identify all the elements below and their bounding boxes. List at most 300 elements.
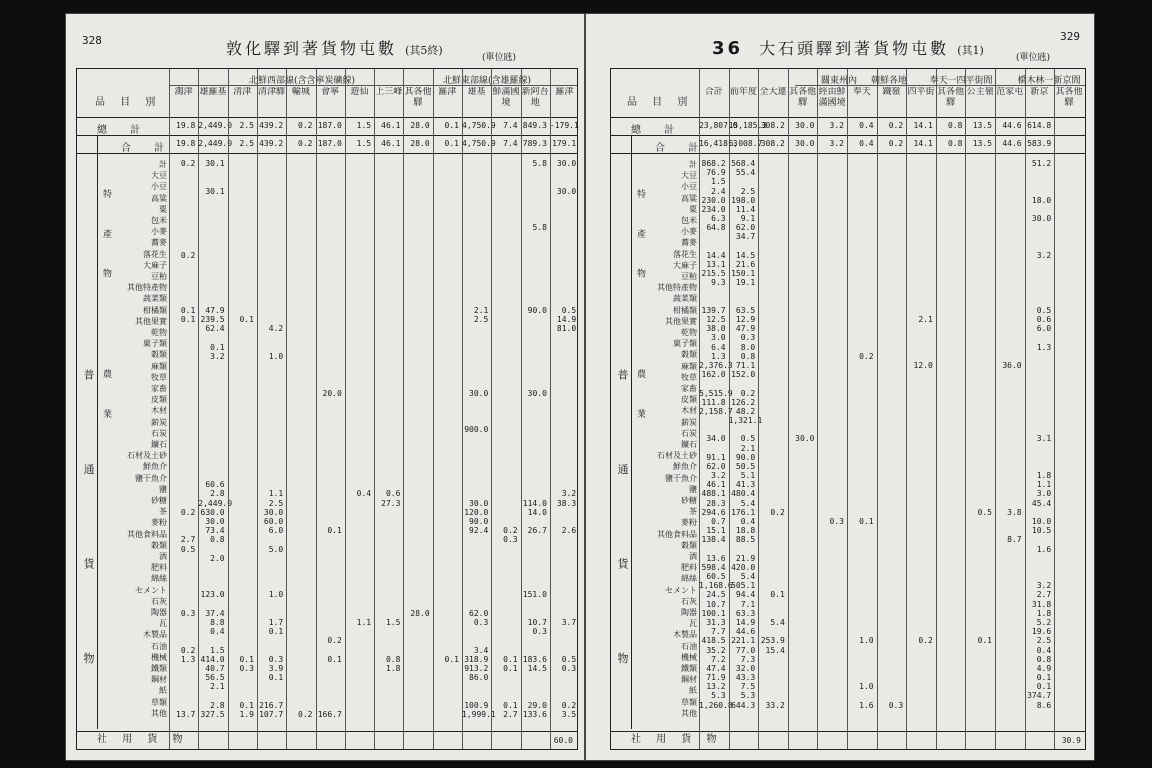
- table-cell: 1.0: [268, 590, 284, 600]
- table-cell: 21.6: [735, 259, 756, 269]
- table-cell: 60.0: [263, 517, 284, 527]
- table-cell: 27.3: [381, 498, 401, 508]
- table-cell: 900.0: [464, 425, 489, 435]
- table-cell: 31.8: [1031, 599, 1052, 609]
- table-cell: 0.1: [180, 305, 196, 315]
- table-cell: 71.1: [735, 360, 756, 370]
- table-cell: 40.7: [205, 663, 225, 673]
- table-cell: 15.1: [706, 526, 726, 536]
- item-label: 茶: [159, 507, 167, 517]
- grand-total-cell: 614.8: [1027, 121, 1052, 130]
- table-cell: 30.0: [556, 159, 577, 168]
- table-cell: 1.5: [385, 618, 401, 628]
- column-header: 羅津: [555, 87, 574, 97]
- table-cell: 0.1: [327, 526, 342, 536]
- table-cell: 0.5: [977, 507, 992, 517]
- table-cell: 81.0: [556, 324, 577, 334]
- column-header: 鮮滿國境: [492, 87, 520, 108]
- item-label: 其他果實: [135, 316, 167, 326]
- table-cell: 2.0: [210, 553, 225, 563]
- item-label: 小麥: [151, 227, 167, 237]
- table-cell: 24.5: [706, 590, 726, 600]
- table-cell: 0.3: [473, 618, 489, 628]
- item-label: 綿絲: [681, 574, 697, 584]
- table-cell: 0.6: [1036, 315, 1052, 325]
- table-cell: 14.9: [556, 315, 577, 325]
- table-cell: 3.5: [561, 709, 577, 719]
- table-cell: 4.2: [268, 324, 284, 334]
- item-label: 石炭: [151, 428, 167, 438]
- table-cell: 0.6: [385, 489, 401, 499]
- item-label: 肥料: [151, 563, 167, 573]
- table-cell: 43.3: [735, 673, 756, 683]
- item-label: 鹽干魚介: [135, 473, 167, 483]
- grand-total-cell: 0.1: [444, 121, 459, 130]
- table-cell: 0.7: [711, 517, 726, 527]
- table-cell: 114.0: [522, 498, 547, 508]
- table-cell: 5.8: [532, 159, 547, 168]
- right-page: [586, 14, 1094, 760]
- item-label: 穀類: [681, 350, 697, 360]
- table-cell: 56.5: [205, 673, 225, 683]
- table-cell: 31.3: [706, 618, 726, 628]
- table-cell: 0.1: [503, 654, 518, 664]
- table-cell: 1.0: [859, 636, 874, 646]
- item-label: 砂糖: [681, 496, 697, 505]
- subtotal-label: 合 計: [655, 143, 709, 154]
- table-cell: 2,449.0: [198, 498, 233, 508]
- table-cell: 239.5: [200, 315, 225, 325]
- item-label: 機械: [681, 652, 697, 662]
- grand-total-cell: 2,449.0: [198, 121, 233, 130]
- table-cell: 14.4: [706, 250, 726, 260]
- table-cell: 38.3: [556, 498, 577, 508]
- grand-total-cell: -179.1: [549, 121, 579, 130]
- table-cell: 10.7: [527, 618, 547, 628]
- subsection-agriculture: 農 業: [635, 369, 645, 432]
- table-cell: 0.2: [918, 636, 933, 646]
- table-cell: 3.2: [1036, 250, 1052, 260]
- item-label: 蕎麥: [151, 238, 167, 248]
- item-label: 麻類: [151, 361, 167, 371]
- item-label: 家畜: [681, 384, 697, 393]
- subtotal-cell: 13.5: [972, 139, 992, 148]
- table-cell: 62.0: [706, 461, 726, 471]
- table-cell: 0.1: [239, 654, 254, 664]
- subtotal-cell: 187.0: [317, 139, 342, 148]
- table-cell: 0.1: [1036, 673, 1052, 683]
- item-label: 瓦: [159, 619, 167, 629]
- item-label: 草類: [681, 697, 697, 707]
- grand-total-label: 總 計: [97, 125, 151, 136]
- table-cell: 162.0: [701, 370, 726, 380]
- item-label: 柑橘類: [143, 305, 167, 315]
- table-cell: 30.0: [205, 517, 225, 527]
- table-cell: 92.4: [469, 526, 489, 536]
- table-cell: 166.7: [317, 709, 342, 719]
- item-label: 鮮魚介: [143, 462, 167, 472]
- item-label: 牧草: [151, 372, 167, 382]
- item-label: 大豆: [681, 171, 697, 181]
- footer-value: 30.9: [1061, 736, 1081, 745]
- table-cell: 2.5: [268, 498, 284, 508]
- table-cell: 1.0: [859, 682, 874, 692]
- table-cell: 76.9: [706, 168, 726, 178]
- table-cell: 318.9: [464, 654, 489, 664]
- table-cell: 41.3: [735, 480, 756, 490]
- table-cell: 0.2: [180, 645, 196, 655]
- table-cell: 0.2: [740, 388, 756, 398]
- item-label: 高粱: [681, 193, 697, 203]
- table-cell: 90.0: [735, 452, 756, 462]
- table-cell: 5.3: [740, 691, 756, 701]
- item-label: セメント: [135, 585, 167, 595]
- page-number: 329: [1060, 30, 1080, 43]
- table-cell: 488.1: [701, 489, 726, 499]
- table-cell: 20.0: [322, 388, 342, 398]
- table-cell: 0.2: [859, 351, 874, 361]
- table-cell: 0.5: [180, 544, 196, 554]
- table-cell: 198.0: [731, 195, 756, 205]
- table-cell: 3.0: [1036, 489, 1052, 499]
- item-label: 皮類: [681, 395, 697, 405]
- item-label: 小麥: [681, 227, 697, 237]
- item-label: 麥粉: [151, 518, 167, 528]
- table-cell: 0.3: [180, 608, 196, 618]
- table-cell: 7.7: [711, 627, 726, 637]
- table-cell: 91.1: [706, 452, 726, 462]
- item-label: 柑橘類: [673, 305, 697, 315]
- table-cell: 12.0: [913, 360, 933, 370]
- table-cell: 0.2: [180, 250, 196, 260]
- table-cell: 2.1: [740, 443, 756, 453]
- column-header: 其各他驛: [937, 87, 965, 108]
- table-cell: 5.3: [711, 691, 726, 701]
- grand-total-cell: 3.2: [829, 121, 844, 130]
- item-label: 石炭: [681, 428, 697, 438]
- item-label: 菓子類: [143, 339, 167, 349]
- table-cell: 418.5: [701, 636, 726, 646]
- subtotal-cell: 0.2: [888, 139, 904, 148]
- column-header: 經由鮮滿國境: [818, 87, 846, 108]
- item-label: 小豆: [681, 182, 697, 192]
- table-cell: 60.5: [706, 572, 726, 582]
- table-cell: 327.5: [200, 709, 225, 719]
- subtotal-cell: 1.5: [356, 139, 372, 148]
- item-label: 陶器: [151, 608, 167, 617]
- table-cell: 7.1: [740, 599, 756, 609]
- column-header: 范家屯: [996, 87, 1024, 97]
- table-cell: 0.4: [356, 489, 372, 499]
- item-label: 乾物: [681, 328, 697, 337]
- group-header-mukden: 奉天一四平街間: [929, 76, 993, 86]
- table-cell: 0.8: [1036, 654, 1052, 664]
- item-label: 鋼材: [151, 675, 167, 685]
- table-cell: 0.5: [1036, 305, 1052, 315]
- table-cell: 215.5: [701, 269, 726, 279]
- column-header: 遊仙: [350, 87, 369, 97]
- table-cell: 8.8: [210, 618, 225, 628]
- table-cell: 2.7: [180, 535, 196, 545]
- page-title: [712, 36, 984, 59]
- table-cell: 14.5: [527, 663, 547, 673]
- table-cell: 18.8: [735, 526, 756, 536]
- unit-label: (單位瓲): [482, 53, 517, 63]
- grand-total-label: 總 計: [631, 125, 685, 136]
- table-cell: 414.0: [200, 654, 225, 664]
- table-cell: 62.4: [205, 324, 225, 334]
- column-header: 會寧: [321, 87, 340, 97]
- table-cell: 6.3: [711, 214, 726, 224]
- section-label: 普 通 貨 物: [82, 369, 95, 704]
- table-cell: 1.8: [1036, 608, 1052, 618]
- table-cell: 0.2: [180, 507, 196, 517]
- table-cell: 21.9: [735, 553, 756, 563]
- column-header: 雄羅基: [199, 87, 227, 97]
- item-label: 蔬菜類: [143, 294, 167, 304]
- table-cell: 13.7: [176, 709, 196, 719]
- table-cell: 1.3: [711, 351, 726, 361]
- table-cell: 2.5: [473, 315, 489, 325]
- title-text: 敦化驛到著貨物屯數: [226, 39, 398, 58]
- grand-total-cell: 23,807.0: [699, 121, 738, 130]
- item-label: 陶器: [681, 608, 697, 617]
- table-cell: 0.1: [503, 663, 518, 673]
- footer-label: 社 用 貨 物: [631, 734, 723, 745]
- table-cell: 1.3: [1036, 342, 1052, 352]
- grand-total-cell: 30.0: [795, 121, 815, 130]
- table-cell: 1,260.8: [699, 700, 733, 710]
- item-label: 鹽干魚介: [665, 473, 697, 483]
- subsection-specialty: 特 產 物: [101, 189, 111, 292]
- table-cell: 13.6: [706, 553, 726, 563]
- left-page: [66, 14, 584, 760]
- item-label: 豆粕: [151, 272, 167, 281]
- table-cell: 0.1: [859, 517, 874, 527]
- table-cell: 86.0: [469, 673, 489, 683]
- table-cell: 0.1: [444, 654, 459, 664]
- table-cell: 868.2: [701, 159, 726, 168]
- table-cell: 19.6: [1031, 627, 1052, 637]
- table-cell: 62.0: [469, 608, 489, 618]
- subsection-agriculture: 農 業: [101, 369, 111, 432]
- item-label: 包米: [151, 216, 167, 225]
- column-header: 雄基: [467, 87, 486, 97]
- table-cell: 55.4: [735, 168, 756, 178]
- item-label: 其他特產物: [127, 283, 167, 293]
- table-cell: 0.4: [210, 627, 225, 637]
- table-cell: 2.1: [210, 682, 225, 692]
- table-cell: 2,158.7: [699, 406, 733, 416]
- item-label: 石灰: [151, 596, 167, 606]
- table-cell: 32.0: [735, 663, 756, 673]
- item-label: 小豆: [151, 182, 167, 192]
- subtotal-cell: 46.1: [381, 139, 401, 148]
- item-label: 鹽: [159, 484, 167, 494]
- table-cell: 30.0: [795, 434, 815, 444]
- item-label: 肥料: [681, 563, 697, 573]
- item-label: 大麻子: [143, 260, 167, 270]
- subtotal-cell: 7.4: [503, 139, 518, 148]
- column-header: 其各他驛: [1055, 87, 1083, 108]
- title-text: 大石頭驛到著貨物屯數: [759, 39, 950, 58]
- table-cell: 2.1: [918, 315, 933, 325]
- title-sub: (其1): [957, 44, 984, 57]
- table-cell: 420.0: [731, 562, 756, 572]
- table-cell: 1,321.1: [728, 416, 763, 426]
- column-header: 合計: [704, 87, 723, 97]
- table-cell: 221.1: [731, 636, 756, 646]
- statistics-table: [76, 68, 578, 750]
- group-header-east: 北鮮東部線(含雄羅線): [442, 76, 532, 86]
- table-cell: 5,515.9: [699, 388, 733, 398]
- table-cell: 151.0: [522, 590, 547, 600]
- table-cell: 15.4: [765, 645, 785, 655]
- table-cell: 0.5: [561, 654, 577, 664]
- table-cell: 34.0: [706, 434, 726, 444]
- subtotal-cell: 0.2: [298, 139, 313, 148]
- item-label: 薪炭: [681, 417, 697, 427]
- column-header: 上三峰: [375, 87, 403, 97]
- item-label: 落花生: [143, 249, 167, 259]
- subtotal-cell: 0.8: [947, 139, 963, 148]
- footer-label: 社 用 貨 物: [97, 734, 189, 745]
- item-label: 計: [159, 160, 167, 169]
- grand-total-cell: 28.0: [410, 121, 430, 130]
- table-cell: 3.4: [473, 645, 489, 655]
- unit-label: (單位瓲): [1016, 53, 1051, 63]
- table-cell: 0.2: [770, 507, 785, 517]
- table-cell: 14.0: [527, 507, 547, 517]
- table-cell: 64.8: [706, 223, 726, 233]
- table-cell: 5.4: [770, 618, 785, 628]
- table-cell: 120.0: [464, 507, 489, 517]
- item-label: 其他: [681, 708, 697, 718]
- table-cell: 7.3: [740, 654, 756, 664]
- table-cell: 1.1: [356, 618, 372, 628]
- table-cell: 90.0: [527, 305, 547, 315]
- table-cell: 1.7: [268, 618, 284, 628]
- table-cell: 14.5: [735, 250, 756, 260]
- table-cell: 1.5: [210, 645, 225, 655]
- table-cell: 5.1: [740, 471, 756, 481]
- item-label: 綿絲: [151, 574, 167, 584]
- chapter-number: 36: [712, 38, 744, 59]
- grand-total-cell: 1.5: [356, 121, 372, 130]
- table-cell: 29.0: [527, 700, 547, 710]
- table-cell: 5.4: [740, 572, 756, 582]
- table-cell: 63.3: [735, 608, 756, 618]
- subtotal-cell: 789.3: [522, 139, 547, 148]
- column-header: 新京: [1030, 87, 1049, 97]
- table-cell: 6.0: [268, 526, 284, 536]
- grand-total-cell: 0.2: [888, 121, 904, 130]
- item-label: 包米: [681, 216, 697, 225]
- item-label: 穀類: [151, 540, 167, 550]
- item-label: 鮮魚介: [673, 462, 697, 472]
- table-cell: 0.1: [977, 636, 992, 646]
- table-cell: 3.1: [1036, 434, 1052, 444]
- table-cell: 123.0: [200, 590, 225, 600]
- table-cell: 2.1: [473, 305, 489, 315]
- table-cell: 28.3: [706, 498, 726, 508]
- table-cell: 2,376.3: [699, 360, 733, 370]
- table-cell: 0.3: [829, 517, 844, 527]
- item-label: 木材: [681, 406, 697, 416]
- table-cell: 0.2: [298, 709, 313, 719]
- table-cell: 152.0: [731, 370, 756, 380]
- table-cell: 0.2: [180, 159, 196, 168]
- table-cell: 630.0: [200, 507, 225, 517]
- item-label: 石材及土砂: [657, 451, 697, 461]
- table-cell: 644.3: [731, 700, 756, 710]
- table-cell: 0.8: [210, 535, 225, 545]
- item-label: 其他: [151, 708, 167, 718]
- table-cell: 12.5: [706, 315, 726, 325]
- group-header-korea: 朝鮮各地: [870, 76, 907, 86]
- grand-total-cell: 15,185.3: [728, 121, 768, 130]
- item-label: 穀類: [151, 350, 167, 360]
- table-cell: 88.5: [735, 535, 756, 545]
- grand-total-cell: 187.0: [317, 121, 342, 130]
- table-cell: 9.3: [711, 278, 726, 288]
- table-cell: 51.2: [1031, 159, 1052, 168]
- table-cell: 94.4: [735, 590, 756, 600]
- table-cell: 3.2: [711, 471, 726, 481]
- item-label: 石油: [151, 641, 167, 651]
- subtotal-cell: 3.2: [829, 139, 844, 148]
- column-header: 四平街: [907, 87, 935, 97]
- section-label: 普 通 貨 物: [616, 369, 629, 704]
- title-sub: (其5終): [405, 44, 443, 57]
- table-cell: 1.6: [859, 700, 874, 710]
- table-cell: 10.5: [1031, 526, 1052, 536]
- table-cell: 14.9: [735, 618, 756, 628]
- subsection-specialty: 特 產 物: [635, 189, 645, 292]
- table-cell: 568.4: [731, 159, 756, 168]
- table-cell: 150.1: [731, 269, 756, 279]
- item-label: 麥粉: [681, 518, 697, 528]
- table-cell: 0.1: [239, 315, 254, 325]
- footer-value: 60.0: [553, 736, 573, 745]
- grand-total-cell: 44.6: [1002, 121, 1022, 130]
- table-cell: 1.8: [1036, 471, 1052, 481]
- table-cell: 2.7: [1036, 590, 1052, 600]
- table-cell: 30.0: [469, 498, 489, 508]
- table-cell: 46.1: [706, 480, 726, 490]
- table-cell: 1.8: [385, 663, 401, 673]
- subtotal-cell: 308.2: [760, 139, 785, 148]
- table-cell: 1.6: [1036, 544, 1052, 554]
- table-cell: 0.3: [268, 654, 284, 664]
- table-cell: 30.0: [469, 388, 489, 398]
- item-label: 鑛石: [681, 440, 697, 449]
- table-cell: 1.5: [711, 177, 726, 187]
- grand-total-cell: 13.5: [972, 121, 992, 130]
- item-label: 木製品: [673, 630, 697, 640]
- table-cell: 10.0: [1031, 517, 1052, 527]
- table-cell: 5.0: [268, 544, 284, 554]
- table-cell: 100.1: [701, 608, 726, 618]
- table-cell: 26.7: [527, 526, 547, 536]
- table-cell: 3.2: [210, 351, 225, 361]
- item-label: 蔬菜類: [673, 294, 697, 304]
- table-cell: 0.4: [1036, 645, 1052, 655]
- column-header: 全大連: [759, 87, 787, 97]
- table-cell: 480.4: [731, 489, 756, 499]
- table-cell: 37.4: [205, 608, 225, 618]
- subtotal-cell: 28.0: [410, 139, 430, 148]
